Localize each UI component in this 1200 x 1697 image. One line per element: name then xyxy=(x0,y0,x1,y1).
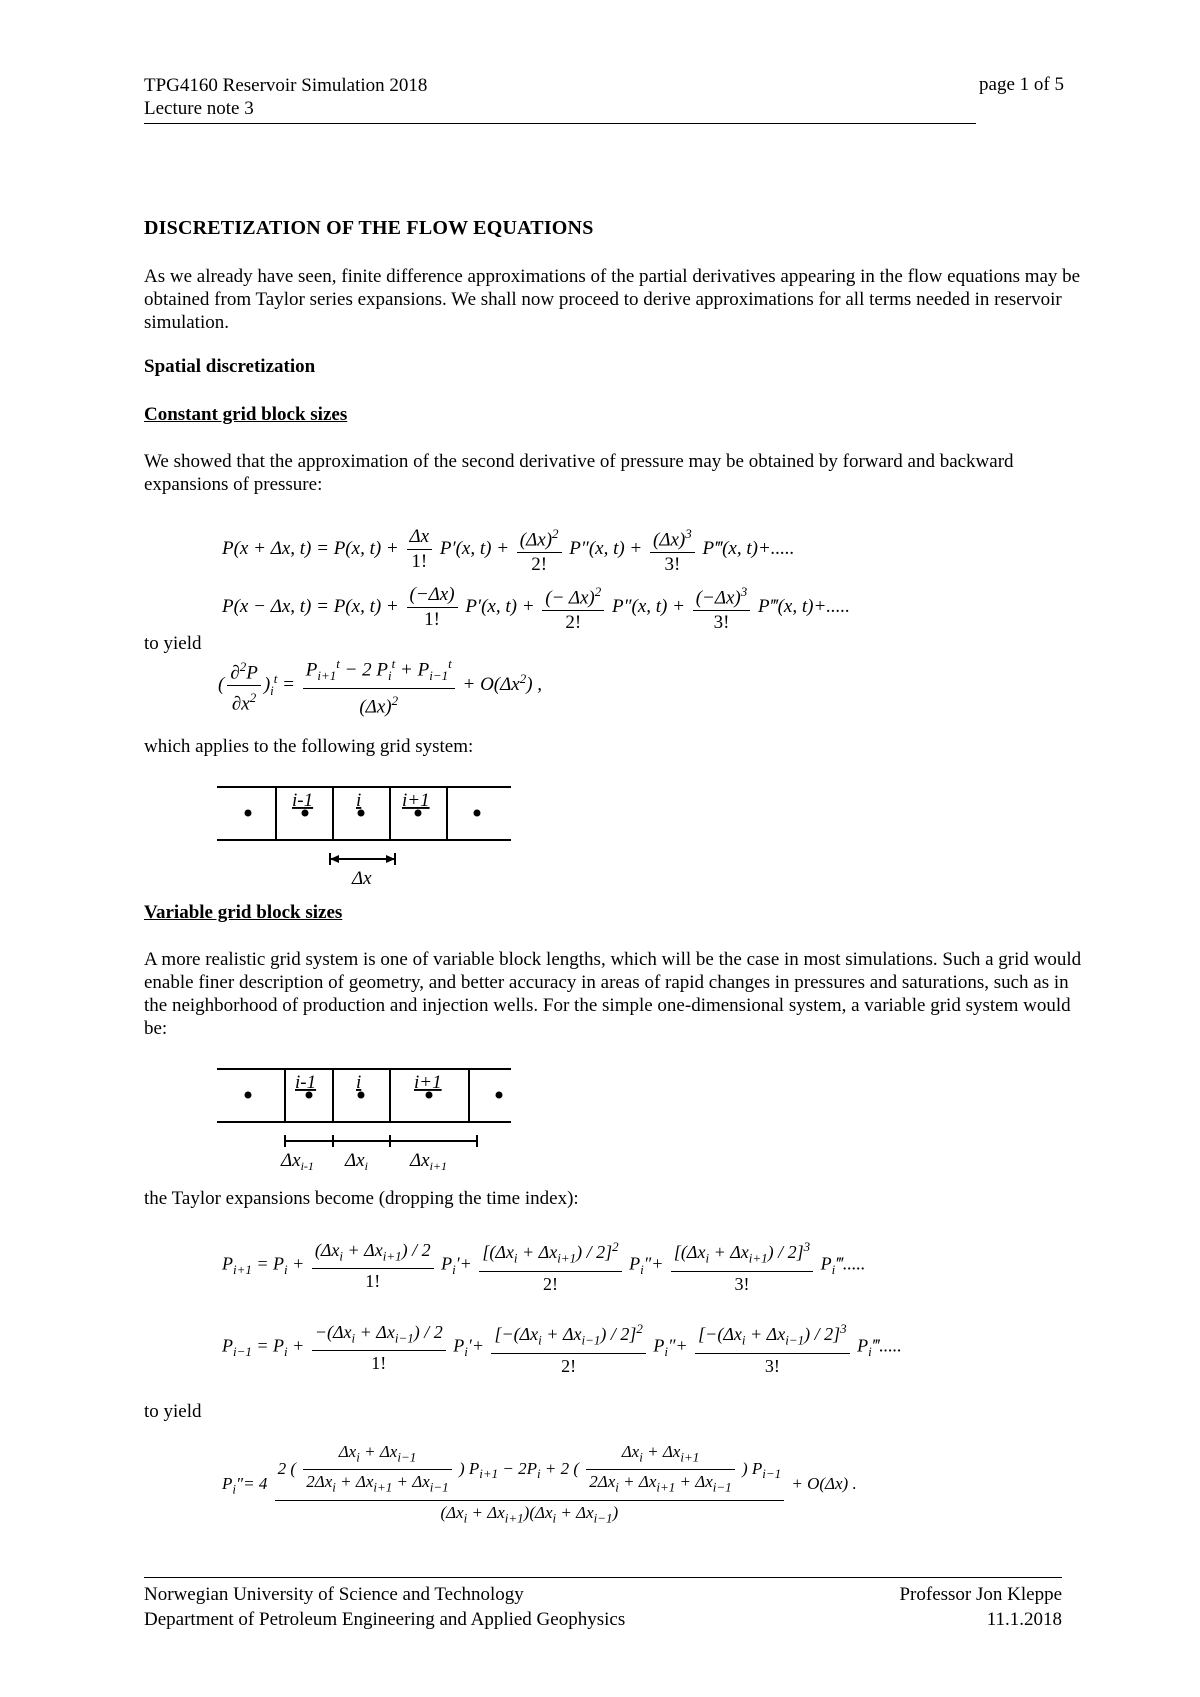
footer-author: Professor Jon Kleppe xyxy=(899,1584,1062,1605)
equation-variable-backward: $P_{i-1} = P_i$ + $\frac{-(\Delta x_i + \Delta x_{i-1}) / 2}{1!}$ $P_i'+$ $\frac{[-(\Delta x_i + \Delta x_{i-1}) / 2]^2}{2!}$ $P_i''+$ $\frac{[-(\Delta x_i + \Delta x_{i-1}) / 2]^3}{3!}$ $P_i‴$..... xyxy=(222,1317,902,1378)
constant-heading: Constant grid block sizes xyxy=(144,404,348,425)
grid2-label-i: i xyxy=(356,1072,362,1093)
to-yield-1: to yield xyxy=(144,633,202,654)
variable-heading: Variable grid block sizes xyxy=(144,902,343,923)
equation-variable-forward: $P_{i+1} = P_i$ + $\frac{(\Delta x_i + \Delta x_{i+1}) / 2}{1!}$ $P_i'+$ $\frac{[(\Delta x_i + \Delta x_{i+1}) / 2]^2}{2!}$ $P_i''+$ $\frac{[(\Delta x_i + \Delta x_{i+1}) / 2]^3}{3!}$ $P_i‴$..... xyxy=(222,1235,865,1296)
grid-label-i-minus-1: i-1 xyxy=(292,790,314,811)
footer-department: Department of Petroleum Engineering and Applied Geophysics xyxy=(144,1609,626,1630)
grid-node xyxy=(245,1092,252,1099)
grid2-label-i-minus-1: i-1 xyxy=(295,1072,317,1093)
footer-university: Norwegian University of Science and Technology xyxy=(144,1584,524,1605)
course-title: TPG4160 Reservoir Simulation 2018 xyxy=(144,75,428,96)
footer-rule xyxy=(144,1577,1062,1578)
grid-label-i: i xyxy=(356,790,362,811)
to-yield-2: to yield xyxy=(144,1401,202,1422)
equation-forward-taylor: P(x + Δx, t) = P(x, t) + $\frac{\Delta x}{1!}$ P′(x, t) + $\frac{(\Delta x)^2}{2!}$ P″(x, t) + $\frac{(\Delta x)^3}{3!}$ P‴(x, t)+..... xyxy=(222,522,795,577)
grid-node xyxy=(496,1092,503,1099)
spatial-heading: Spatial discretization xyxy=(144,356,316,377)
grid-node xyxy=(245,810,252,817)
equation-second-derivative: ( $\frac{\partial^2P}{\partial x^2}$ )$_i^t$ = $\frac{P_{i+1}^t - 2 P_i^t + P_{i-1}^t}{(\Delta x)^2}$ + $O(\Delta x^2)$ , xyxy=(218,652,542,719)
lecture-label: Lecture note 3 xyxy=(144,98,254,119)
grid2-label-i-plus-1: i+1 xyxy=(414,1072,442,1093)
taylor-paragraph: the Taylor expansions become (dropping the time index): xyxy=(144,1188,579,1209)
constant-paragraph: We showed that the approximation of the second derivative of pressure may be obtained by forward and backward expansions of pressure: xyxy=(144,451,1014,495)
variable-grid-diagram xyxy=(215,1062,515,1172)
page-footer-right xyxy=(899,1582,1062,1632)
grid2-dx-i: $\Delta x_i$ xyxy=(345,1150,368,1172)
equation-backward-taylor: P(x − Δx, t) = P(x, t) + $\frac{(-\Delta x)}{1!}$ P′(x, t) + $\frac{(- \Delta x)^2}{2!}$ P″(x, t) + $\frac{(-\Delta x)^3}{3!}$ P‴(x, t)+..... xyxy=(222,580,850,635)
grid2-dx-plus: $\Delta x_{i+1}$ xyxy=(410,1150,448,1172)
page-title: DISCRETIZATION OF THE FLOW EQUATIONS xyxy=(144,217,594,239)
intro-paragraph: As we already have seen, finite difference approximations of the partial derivatives appearing in the flow equations may be obtained from Taylor series expansions. We shall now proceed to derive approximations for all terms needed in reservoir simulation. xyxy=(144,266,1081,333)
page-number: page 1 of 5 xyxy=(979,74,1064,95)
page-footer xyxy=(144,1582,625,1632)
grid2-dx-minus: $\Delta x_{i-1}$ xyxy=(281,1150,314,1172)
grid-label-i-plus-1: i+1 xyxy=(402,790,430,811)
variable-paragraph: A more realistic grid system is one of variable block lengths, which will be the case in most simulations. Such a grid would enable finer description of geometry, and better accuracy in areas of rapid changes in pressures and saturations, such as in the neighborhood of production and injection wells. For the simple one-dimensional system, a variable grid system would be: xyxy=(144,949,1082,1039)
constant-grid-diagram xyxy=(215,780,515,890)
header-rule xyxy=(144,123,976,124)
grid-dx-label: Δx xyxy=(352,868,372,889)
equation-variable-second-derivative: $P_i''= 4$ 2 ( $\frac{\Delta x_i + \Delta x_{i-1}}{2\Delta x_i + \Delta x_{i+1} + \Delta x_{i-1}}$ ) $P_{i+1} - 2P_i + 2$ ( $\frac{\Delta x_i + \Delta x_{i+1}}{2\Delta x_i + \Delta x_{i+1} + \Delta x_{i-1}}$ ) $P_{i-1}$ $(\Delta x_i + \Delta x_{i+1})(\Delta x_i + \Delta x_{i-1})$ + O(Δx) . xyxy=(222,1442,857,1526)
page-header xyxy=(144,74,427,120)
grid-paragraph: which applies to the following grid system: xyxy=(144,736,474,757)
footer-date: 11.1.2018 xyxy=(986,1609,1062,1630)
grid-node xyxy=(474,810,481,817)
